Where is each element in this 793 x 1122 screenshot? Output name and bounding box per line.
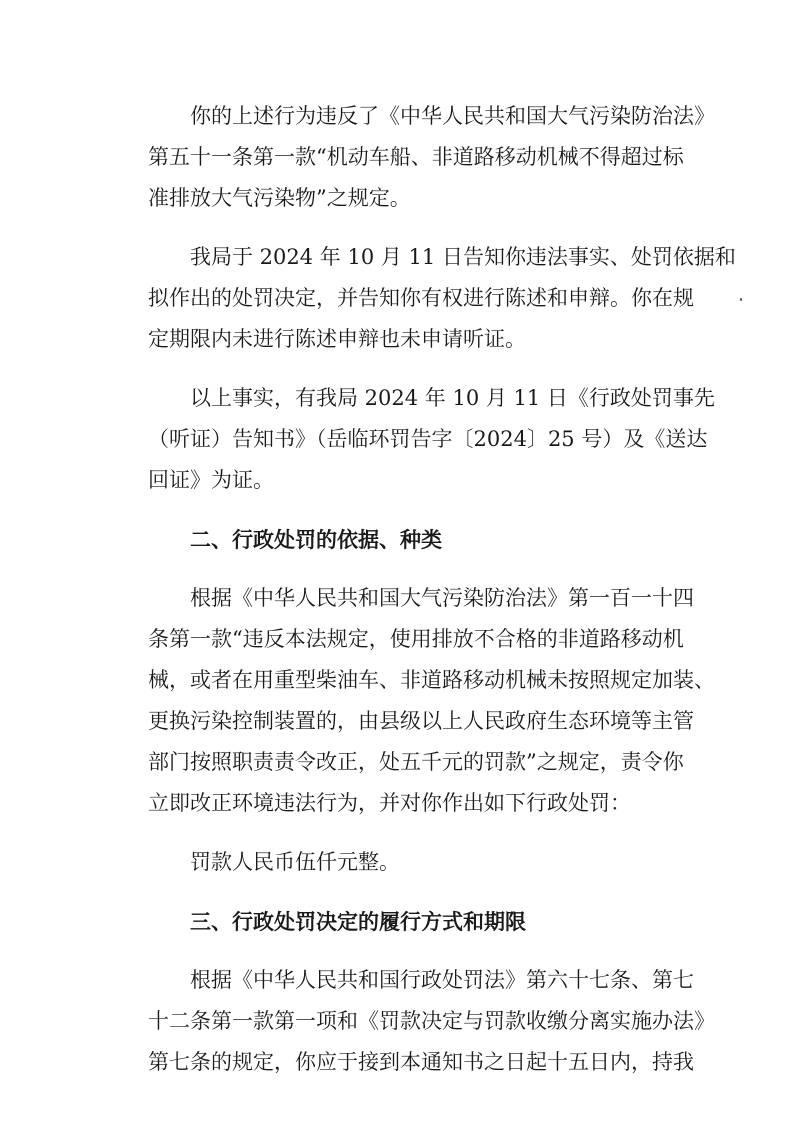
text-line: 条第一款“违反本法规定，使用排放不合格的非道路移动机 [148,627,684,651]
text-line: 拟作出的处罚决定，并告知你有权进行陈述和申辩。你在规 [148,286,694,310]
text-line: 十二条第一款第一项和《罚款决定与罚款收缴分离实施办法》 [148,1009,715,1033]
heading-text: 三、行政处罚决定的履行方式和期限 [148,909,526,934]
paragraph [148,96,715,219]
text-line: 回证》为证。 [148,468,274,492]
text-line: （听证）告知书》（岳临环罚告字〔2024〕25 号）及《送达 [148,427,708,451]
text-line: 械，或者在用重型柴油车、非道路移动机械未按照规定加装、 [148,668,715,692]
text-line: 准排放大气污染物”之规定。 [148,186,411,210]
text-line: 第七条的规定，你应于接到本通知书之日起十五日内，持我 [148,1050,694,1074]
paragraph [148,842,668,883]
document-body [148,96,736,1083]
paragraph [148,960,715,1083]
text-line: 根据《中华人民共和国大气污染防治法》第一百一十四 [148,586,694,610]
text-line: 部门按照职责责令改正，处五千元的罚款”之规定，责令你 [148,750,684,774]
section-heading [148,519,668,560]
text-line: 我局于 2024 年 10 月 11 日告知你违法事实、处罚依据和 [148,245,736,269]
heading-text: 二、行政处罚的依据、种类 [148,527,442,552]
section-heading [148,901,668,942]
text-line: 更换污染控制装置的，由县级以上人民政府生态环境等主管 [148,709,694,733]
text-line: 立即改正环境违法行为，并对你作出如下行政处罚： [148,791,631,815]
text-line: 以上事实，有我局 2024 年 10 月 11 日《行政处罚事先 [148,386,715,410]
text-line: 定期限内未进行陈述申辩也未申请听证。 [148,327,526,351]
paragraph [148,378,715,501]
text-line: 第五十一条第一款“机动车船、非道路移动机械不得超过标 [148,145,684,169]
paragraph [148,578,715,824]
paragraph [148,237,736,360]
text-line: 你的上述行为违反了《中华人民共和国大气污染防治法》 [148,104,715,128]
text-line: 罚款人民币伍仟元整。 [148,850,400,874]
scan-speck [740,298,742,301]
text-line: 根据《中华人民共和国行政处罚法》第六十七条、第七 [148,968,694,992]
